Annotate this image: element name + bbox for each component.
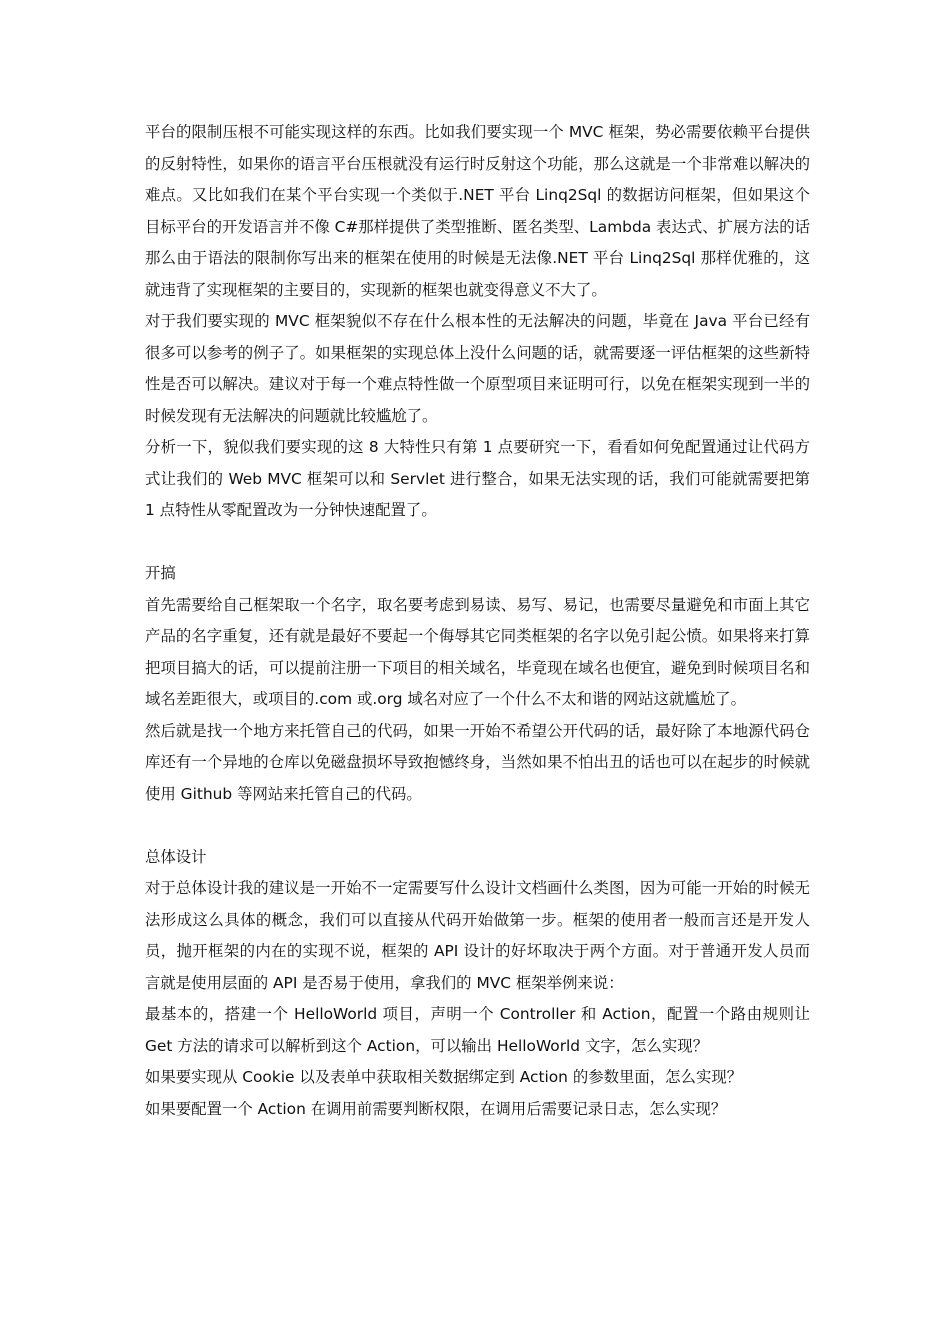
paragraph-spacer xyxy=(145,810,810,842)
paragraph-code-hosting: 然后就是找一个地方来托管自己的代码，如果一开始不希望公开代码的话，最好除了本地源代码仓库还有一个异地的仓库以免磁盘损坏导致抱憾终身，当然如果不怕出丑的话也可以在起步的时候就使用 Github 等网站来托管自己的代码。 xyxy=(145,721,810,803)
paragraph-mvc-feasibility: 对于我们要实现的 MVC 框架貌似不存在什么根本性的无法解决的问题，毕竟在 Java 平台已经有很多可以参考的例子了。如果框架的实现总体上没什么问题的话，就需要逐一评估框架的这些新特性是否可以解决。建议对于每一个难点特性做一个原型项目来证明可行，以免在框架实现到一半的时候发现有无法解决的问题就比较尴尬了。 xyxy=(145,312,810,425)
document-body xyxy=(145,117,810,1125)
paragraph-naming: 首先需要给自己框架取一个名字，取名要考虑到易读、易写、易记，也需要尽量避免和市面上其它产品的名字重复，还有就是最好不要起一个侮辱其它同类框架的名字以免引起公愤。如果将来打算把项目搞大的话，可以提前注册一下项目的相关域名，毕竟现在域名也便宜，避免到时候项目名和域名差距很大，或项目的.com 或.org 域名对应了一个什么不太和谐的网站这就尴尬了。 xyxy=(145,595,810,708)
paragraph-helloworld-question: 最基本的，搭建一个 HelloWorld 项目，声明一个 Controller 和 Action，配置一个路由规则让 Get 方法的请求可以解析到这个 Action，可以输出 HelloWorld 文字，怎么实现？ xyxy=(145,1005,810,1055)
section-heading-kaigao: 开搞 xyxy=(145,564,176,582)
paragraph-binding-question: 如果要实现从 Cookie 以及表单中获取相关数据绑定到 Action 的参数里面，怎么实现？ xyxy=(145,1068,743,1086)
paragraph-filter-question: 如果要配置一个 Action 在调用前需要判断权限，在调用后需要记录日志，怎么实现？ xyxy=(145,1099,727,1118)
section-heading-overall-design: 总体设计 xyxy=(145,847,207,866)
paragraph-platform-limits: 平台的限制压根不可能实现这样的东西。比如我们要实现一个 MVC 框架，势必需要依赖平台提供的反射特性，如果你的语言平台压根就没有运行时反射这个功能，那么这就是一个非常难以解决的难点。又比如我们在某个平台实现一个类似于.NET 平台 Linq2Sql 的数据访问框架，但如果这个目标平台的开发语言并不像 C#那样提供了类型推断、匿名类型、Lambda 表达式、扩展方法的话那么由于语法的限制你写出来的框架在使用的时候是无法像.NET 平台 Linq2Sql 那样优雅的，这就违背了实现框架的主要目的，实现新的框架也就变得意义不大了。 xyxy=(145,123,810,299)
paragraph-design-advice: 对于总体设计我的建议是一开始不一定需要写什么设计文档画什么类图，因为可能一开始的时候无法形成这么具体的概念，我们可以直接从代码开始做第一步。框架的使用者一般而言还是开发人员，抛开框架的内在的实现不说，框架的 API 设计的好坏取决于两个方面。对于普通开发人员而言就是使用层面的 API 是否易于使用，拿我们的 MVC 框架举例来说： xyxy=(145,879,810,992)
paragraph-feature-analysis: 分析一下，貌似我们要实现的这 8 大特性只有第 1 点要研究一下，看看如何免配置通过让代码方式让我们的 Web MVC 框架可以和 Servlet 进行整合，如果无法实现的话，我们可能就需要把第 1 点特性从零配置改为一分钟快速配置了。 xyxy=(145,438,810,519)
paragraph-spacer xyxy=(145,527,810,559)
